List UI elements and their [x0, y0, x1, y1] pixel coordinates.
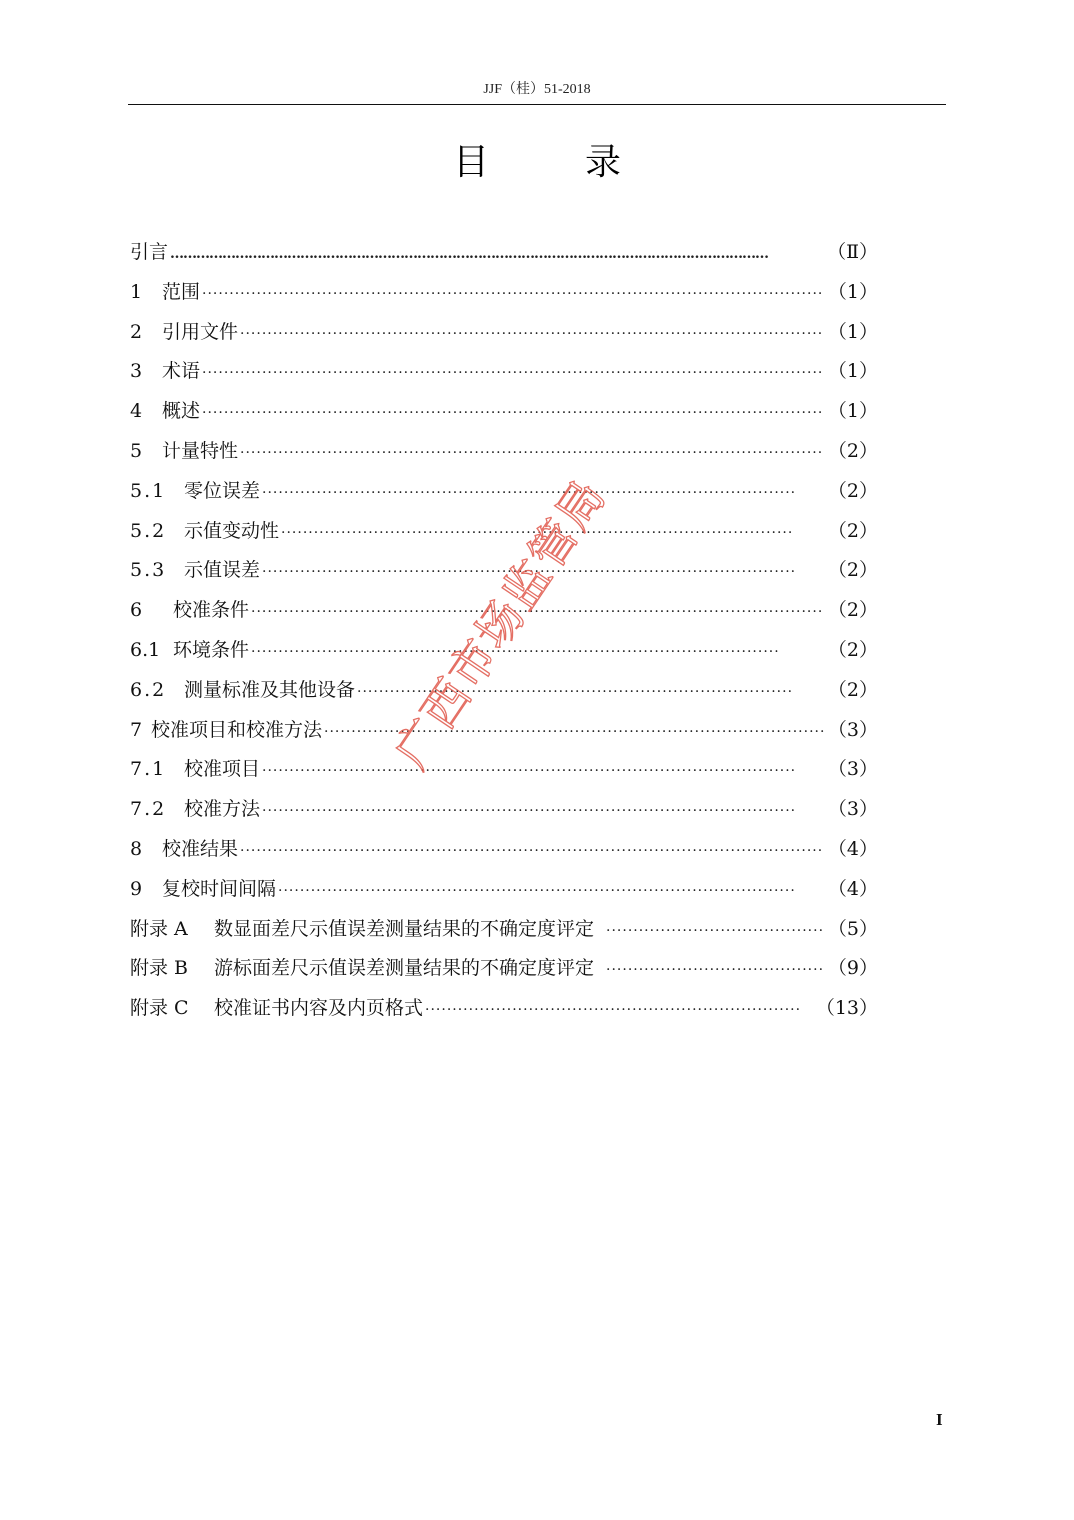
toc-entry-number: 8 [130, 837, 143, 860]
toc-entry-label: 校准项目和校准方法 [151, 718, 323, 741]
toc-entry-number: 7.2 [130, 798, 167, 821]
toc-entry-number: 6.1 [130, 638, 161, 661]
toc-leader-dots [202, 275, 824, 315]
toc-entry-page: （1） [827, 360, 878, 383]
toc-entry-page: （3） [827, 718, 878, 741]
toc-entry-9[interactable] [130, 870, 878, 910]
toc-entry-page: （3） [827, 798, 878, 821]
watermark-stamp: 广西市场监管局 [384, 469, 617, 778]
toc-entry-page: （5） [827, 917, 878, 940]
toc-entry-page: （2） [827, 519, 878, 542]
toc-entry-label: 术语 [162, 360, 201, 383]
toc-entry-label: 校准条件 [173, 599, 250, 622]
toc-entry-number: 7.1 [130, 758, 167, 781]
toc-entry-number: 附录 A [130, 917, 188, 940]
toc-entry-intro[interactable] [130, 233, 878, 273]
toc-leader-dots [281, 514, 794, 554]
toc-leader-dots [240, 315, 824, 355]
toc-entry-label: 范围 [162, 280, 201, 303]
toc-entry-page: （1） [827, 320, 878, 343]
toc-entry-label: 校准结果 [162, 837, 239, 860]
toc-entry-number: 附录 B [130, 957, 189, 980]
toc-entry-1[interactable] [130, 273, 878, 313]
toc-entry-label: 数显面差尺示值误差测量结果的不确定度评定 [214, 917, 595, 940]
toc-entry-8[interactable] [130, 830, 878, 870]
toc-leader-dots [262, 792, 794, 832]
toc-leader-dots [425, 991, 802, 1031]
toc-entry-page: （2） [827, 678, 878, 701]
toc-entry-appendix-b[interactable] [130, 949, 878, 989]
toc-entry-7-2[interactable] [130, 790, 878, 830]
toc-entry-label: 示值误差 [184, 559, 261, 582]
toc-entry-5-3[interactable] [130, 551, 878, 591]
toc-entry-label: 校准方法 [184, 798, 261, 821]
toc-entry-number: 附录 C [130, 997, 189, 1020]
toc-entry-number: 5.3 [130, 559, 167, 582]
toc-entry-label: 复校时间间隔 [162, 877, 277, 900]
toc-entry-label: 游标面差尺示值误差测量结果的不确定度评定 [214, 957, 595, 980]
page-title: 目录 [452, 142, 717, 183]
toc-entry-appendix-a[interactable] [130, 910, 878, 950]
toc-entry-number: 9 [130, 877, 143, 900]
toc-entry-number: 4 [130, 400, 143, 423]
toc-leader-dots [262, 474, 794, 514]
toc-entry-5-1[interactable] [130, 472, 878, 512]
toc-entry-number: 3 [130, 360, 143, 383]
header-rule [128, 104, 946, 105]
toc-entry-appendix-c[interactable] [130, 989, 878, 1029]
toc-entry-label: 测量标准及其他设备 [184, 678, 356, 701]
toc-entry-3[interactable] [130, 352, 878, 392]
toc-entry-page: （2） [827, 599, 878, 622]
toc-leader-dots [240, 434, 824, 474]
toc-leader-dots [240, 832, 824, 872]
toc-entry-number: 6.2 [130, 678, 167, 701]
toc-entry-4[interactable] [130, 392, 878, 432]
toc-leader-dots [202, 394, 824, 434]
toc-leader-dots [262, 752, 794, 792]
toc-entry-number: 2 [130, 320, 143, 343]
page-number: I [936, 1410, 943, 1429]
toc-entry-label: 零位误差 [184, 479, 261, 502]
toc-entry-label: 校准证书内容及内页格式 [214, 997, 424, 1020]
toc-entry-label: 示值变动性 [184, 519, 280, 542]
toc-entry-page: （2） [827, 559, 878, 582]
toc-entry-label: 概述 [162, 400, 201, 423]
toc-leader-dots [606, 951, 824, 991]
toc-entry-7[interactable] [130, 711, 878, 751]
toc-entry-label: 环境条件 [173, 638, 250, 661]
toc-entry-page: （4） [827, 877, 878, 900]
toc-entry-page: （Ⅱ） [827, 241, 878, 263]
toc-entry-number: 6 [130, 599, 143, 622]
toc-entry-number: 5.2 [130, 519, 167, 542]
table-of-contents [130, 233, 878, 1029]
toc-entry-label: 计量特性 [162, 439, 239, 462]
toc-leader-dots [324, 713, 824, 753]
toc-entry-page: （9） [827, 957, 878, 980]
toc-entry-number: 5 [130, 439, 143, 462]
toc-entry-label: 引言 [130, 241, 169, 263]
toc-leader-dots [278, 872, 794, 912]
toc-leader-dots [606, 912, 824, 952]
toc-entry-2[interactable] [130, 313, 878, 353]
toc-entry-6-1[interactable] [130, 631, 878, 671]
toc-entry-page: （3） [827, 758, 878, 781]
toc-entry-7-1[interactable] [130, 750, 878, 790]
toc-entry-5[interactable] [130, 432, 878, 472]
toc-leader-dots [202, 354, 824, 394]
toc-entry-page: （2） [827, 439, 878, 462]
toc-leader-dots [262, 553, 794, 593]
toc-entry-number: 5.1 [130, 479, 167, 502]
toc-leader-dots [357, 673, 794, 713]
toc-leader-dots [251, 633, 780, 673]
toc-entry-page: （1） [827, 280, 878, 303]
toc-entry-number: 7 [130, 718, 143, 741]
toc-entry-page: （4） [827, 837, 878, 860]
toc-leader-dots [251, 593, 824, 633]
toc-entry-page: （2） [827, 638, 878, 661]
toc-entry-5-2[interactable] [130, 512, 878, 552]
toc-entry-label: 校准项目 [184, 758, 261, 781]
toc-entry-page: （2） [827, 479, 878, 502]
toc-entry-page: （13） [815, 997, 878, 1020]
toc-entry-number: 1 [130, 280, 143, 303]
document-code-header: JJF（桂）51-2018 [483, 82, 591, 97]
toc-entry-page: （1） [827, 400, 878, 423]
toc-entry-label: 引用文件 [162, 320, 239, 343]
toc-entry-6[interactable] [130, 591, 878, 631]
toc-entry-6-2[interactable] [130, 671, 878, 711]
toc-leader-dots [170, 235, 823, 275]
